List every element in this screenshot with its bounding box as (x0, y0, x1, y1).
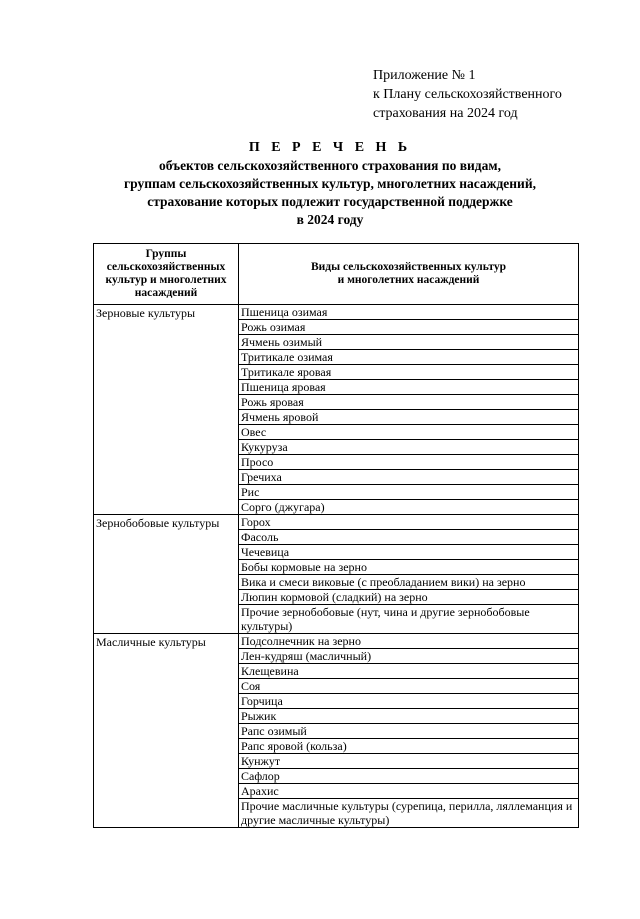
crop-kind: Рожь яровая (239, 395, 579, 410)
crop-kind: Прочие масличные культуры (сурепица, перилла, ляллеманция и другие масличные культуры) (239, 799, 579, 828)
crop-kind: Вика и смеси виковые (с преобладанием вики) на зерно (239, 575, 579, 590)
crop-kind: Рапс озимый (239, 724, 579, 739)
document-heading (60, 139, 600, 229)
table-body (94, 305, 579, 828)
crop-kind: Овес (239, 425, 579, 440)
appendix-line: к Плану сельскохозяйственного (373, 87, 562, 102)
crop-kind: Горох (239, 515, 579, 530)
crop-kind: Сафлор (239, 769, 579, 784)
heading-line: страхование которых подлежит государственной поддержке (147, 194, 513, 209)
crop-kind: Ячмень озимый (239, 335, 579, 350)
crop-group-name: Масличные культуры (94, 634, 239, 828)
crop-kind: Гречиха (239, 470, 579, 485)
crop-kind: Рыжик (239, 709, 579, 724)
crop-kind: Пшеница озимая (239, 305, 579, 320)
crop-kind: Рапс яровой (кольза) (239, 739, 579, 754)
crop-kind: Клещевина (239, 664, 579, 679)
crop-kind: Бобы кормовые на зерно (239, 560, 579, 575)
crop-kind: Арахис (239, 784, 579, 799)
crop-kind: Прочие зернобобовые (нут, чина и другие зернобобовые культуры) (239, 605, 579, 634)
crop-kind: Рожь озимая (239, 320, 579, 335)
crop-kind: Тритикале озимая (239, 350, 579, 365)
crop-kind: Соя (239, 679, 579, 694)
appendix-line: Приложение № 1 (373, 68, 476, 83)
header-groups: Группы сельскохозяйственных культур и многолетних насаждений (94, 244, 239, 305)
table-row (94, 305, 579, 320)
crop-kind: Кунжут (239, 754, 579, 769)
appendix-line: страхования на 2024 год (373, 106, 518, 121)
crop-kind: Просо (239, 455, 579, 470)
crop-kind: Рис (239, 485, 579, 500)
crop-kind: Кукуруза (239, 440, 579, 455)
header-kinds-line: Виды сельскохозяйственных культур (310, 261, 506, 273)
crop-kind: Тритикале яровая (239, 365, 579, 380)
heading-line: группам сельскохозяйственных культур, многолетних насаждений, (124, 176, 536, 191)
crop-group-name: Зернобобовые культуры (94, 515, 239, 634)
table-row (94, 634, 579, 649)
table-header-row (94, 244, 579, 305)
crop-kind: Сорго (джугара) (239, 500, 579, 515)
header-kinds (239, 244, 579, 305)
crop-kind: Люпин кормовой (сладкий) на зерно (239, 590, 579, 605)
heading-line: в 2024 году (296, 212, 364, 227)
document-title: П Е Р Е Ч Е Н Ь (248, 140, 412, 155)
crop-group-name: Зерновые культуры (94, 305, 239, 515)
crop-kind: Лен-кудряш (масличный) (239, 649, 579, 664)
crop-kind: Подсолнечник на зерно (239, 634, 579, 649)
crop-kind: Фасоль (239, 530, 579, 545)
crop-table (93, 243, 579, 828)
table-row (94, 515, 579, 530)
appendix-note (373, 66, 623, 123)
crop-kind: Чечевица (239, 545, 579, 560)
crop-kind: Горчица (239, 694, 579, 709)
crop-kind: Пшеница яровая (239, 380, 579, 395)
crop-kind: Ячмень яровой (239, 410, 579, 425)
header-kinds-line: и многолетних насаждений (337, 274, 480, 286)
heading-line: объектов сельскохозяйственного страхования по видам, (159, 158, 501, 173)
